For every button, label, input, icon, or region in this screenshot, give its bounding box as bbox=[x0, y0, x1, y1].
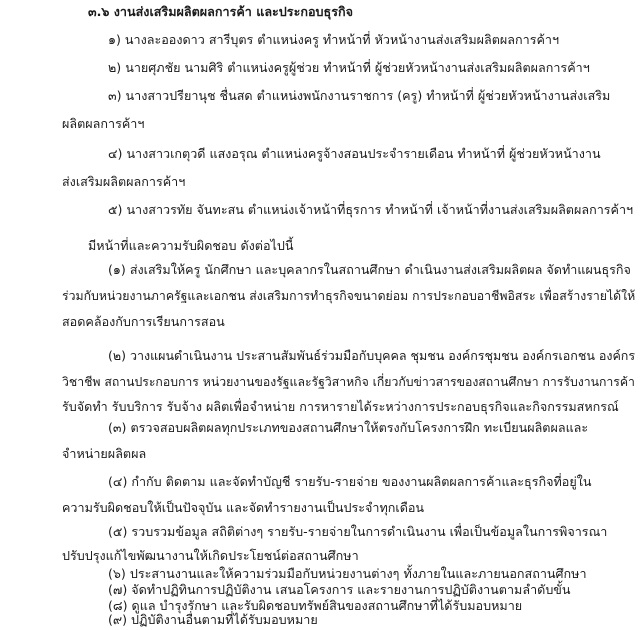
duty-2-line-2: วิชาชีพ สถานประกอบการ หน่วยงานของรัฐและรัฐวิสาหกิจ เกี่ยวกับข่าวสารของสถานศึกษา การรับงานการค้า bbox=[62, 375, 635, 389]
member-2: ๒) นายศุภชัย นามศิริ ตำแหน่งครูผู้ช่วย ทำหน้าที่ ผู้ช่วยหัวหน้างานส่งเสริมผลิตผลการค้าฯ bbox=[108, 60, 590, 75]
member-4: ๔) นางสาวเกตุวดี แสงอรุณ ตำแหน่งครูจ้างสอนประจำรายเดือน ทำหน้าที่ ผู้ช่วยหัวหน้างาน bbox=[108, 146, 601, 161]
duty-7: (๗) จัดทำปฏิทินการปฏิบัติงาน เสนอโครงการ และรายงานการปฏิบัติงานตามลำดับขั้น bbox=[108, 582, 571, 597]
member-1: ๑) นางละอองดาว สารีบุตร ตำแหน่งครู ทำหน้าที่ หัวหน้างานส่งเสริมผลิตผลการค้าฯ bbox=[108, 32, 560, 47]
duty-3-line-2: จำหน่ายผลิตผล bbox=[62, 446, 147, 461]
duty-8: (๘) ดูแล บำรุงรักษา และรับผิดชอบทรัพย์สินของสถานศึกษาที่ได้รับมอบหมาย bbox=[108, 598, 523, 613]
duty-1: (๑) ส่งเสริมให้ครู นักศึกษา และบุคลากรในสถานศึกษา ดำเนินงานส่งเสริมผลิตผล จัดทำแผนธุรกิจ bbox=[108, 262, 631, 277]
member-5: ๕) นางสาวรทัย จันทะสน ตำแหน่งเจ้าหน้าที่ธุรการ ทำหน้าที่ เจ้าหน้าที่งานส่งเสริมผลิตผลการค้าฯ bbox=[108, 202, 634, 217]
member-4-continued: ส่งเสริมผลิตผลการค้าฯ bbox=[62, 174, 186, 189]
duty-4: (๔) กำกับ ติดตาม และจัดทำบัญชี รายรับ-รายจ่าย ของงานผลิตผลการค้าและธุรกิจที่อยู่ใน bbox=[108, 474, 592, 489]
duty-5-line-2: ปรับปรุงแก้ไขพัฒนางานให้เกิดประโยชน์ต่อสถานศึกษา bbox=[62, 548, 359, 563]
duty-1-line-2: ร่วมกับหน่วยงานภาครัฐและเอกชน ส่งเสริมการทำธุรกิจขนาดย่อม การประกอบอาชีพอิสระ เพื่อสร้างรายได้ให้ bbox=[62, 289, 636, 303]
duty-4-line-2: ความรับผิดชอบให้เป็นปัจจุบัน และจัดทำรายงานเป็นประจำทุกเดือน bbox=[62, 500, 425, 515]
member-3: ๓) นางสาวปรียานุช ชื่นสด ตำแหน่งพนักงานราชการ (ครู) ทำหน้าที่ ผู้ช่วยหัวหน้างานส่งเสริม bbox=[108, 88, 611, 103]
duties-heading: มีหน้าที่และความรับผิดชอบ ดังต่อไปนี้ bbox=[88, 238, 294, 253]
duty-2-line-3: รับจัดทำ รับบริการ รับจ้าง ผลิตเพื่อจำหน่าย การหารายได้ระหว่างการประกอบธุรกิจและกิจกรรมสหกรณ์ bbox=[62, 399, 619, 414]
duty-3: (๓) ตรวจสอบผลิตผลทุกประเภทของสถานศึกษาให้ตรงกับโครงการฝึก ทะเบียนผลิตผลและ bbox=[108, 420, 589, 435]
duty-2: (๒) วางแผนดำเนินงาน ประสานสัมพันธ์ร่วมมือกับบุคคล ชุมชน องค์กรชุมชน องค์กรเอกชน องค์กร bbox=[108, 348, 636, 363]
duty-9: (๙) ปฏิบัติงานอื่นตามที่ได้รับมอบหมาย bbox=[108, 612, 318, 627]
duty-6: (๖) ประสานงานและให้ความร่วมมือกับหน่วยงานต่างๆ ทั้งภายในและภายนอกสถานศึกษา bbox=[108, 566, 587, 581]
duty-5: (๕) รวบรวมข้อมูล สถิติต่างๆ รายรับ-รายจ่ายในการดำเนินงาน เพื่อเป็นข้อมูลในการพิจารณา bbox=[108, 524, 608, 539]
duty-1-line-3: สอดคล้องกับการเรียนการสอน bbox=[62, 314, 225, 329]
member-3-continued: ผลิตผลการค้าฯ bbox=[62, 116, 145, 131]
section-heading: ๓.๖ งานส่งเสริมผลิตผลการค้า และประกอบธุรกิจ bbox=[88, 4, 353, 19]
